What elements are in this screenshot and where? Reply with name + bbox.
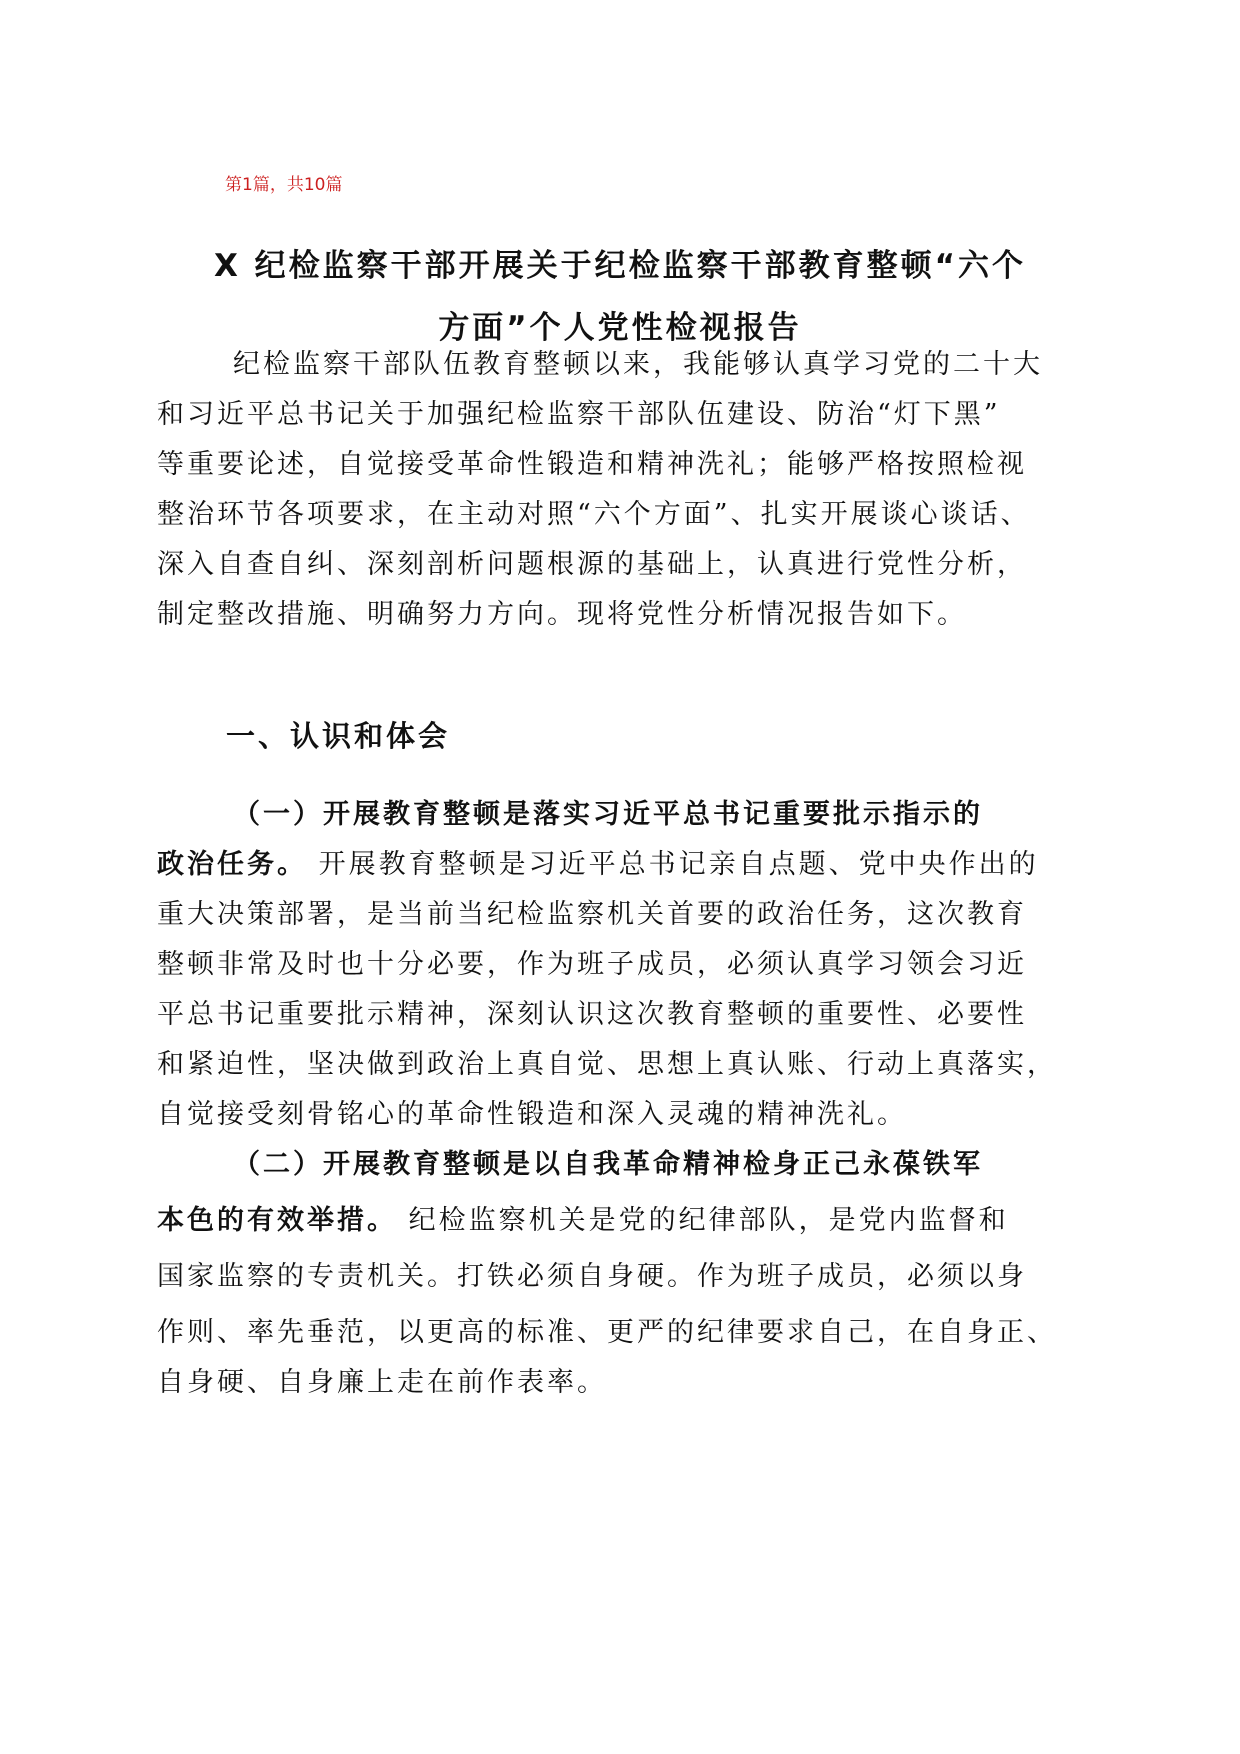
title-line-1: X 纪检监察干部开展关于纪检监察干部教育整顿“六个 [213,248,1027,284]
subsection-1-line: 和紧迫性，坚决做到政治上真自觉、思想上真认账、行动上真落实， [157,1049,1057,1080]
subsection-1 [157,790,1087,1140]
intro-line: 纪检监察干部队伍教育整顿以来，我能够认真学习党的二十大 [233,349,1043,380]
intro-line: 深入自查自纠、深刻剖析问题根源的基础上，认真进行党性分析， [157,549,1027,580]
page-counter: 第1篇，共10篇 [225,175,343,195]
intro-paragraph [157,340,1087,640]
subsection-1-heading: （一）开展教育整顿是落实习近平总书记重要批示指示的 [233,799,983,830]
subsection-2-heading: （二）开展教育整顿是以自我革命精神检身正己永葆铁军 [233,1149,983,1180]
section-heading-1: 一、认识和体会 [226,719,451,753]
subsection-1-line: 整顿非常及时也十分必要，作为班子成员，必须认真学习领会习近 [157,949,1027,980]
subsection-1-line: 平总书记重要批示精神，深刻认识这次教育整顿的重要性、必要性 [157,999,1027,1030]
subsection-2-lead-line [157,1196,1087,1246]
subsection-1-line: 重大决策部署，是当前当纪检监察机关首要的政治任务，这次教育 [157,899,1027,930]
subsection-2-line: 作则、率先垂范，以更高的标准、更严的纪律要求自己，在自身正、 [157,1317,1057,1348]
subsection-1-lead: 政治任务。 [157,849,307,880]
subsection-2-lead-rest: 纪检监察机关是党的纪律部队，是党内监督和 [397,1205,1009,1236]
subsection-2-line: 自身硬、自身廉上走在前作表率。 [157,1367,607,1398]
intro-line: 等重要论述，自觉接受革命性锻造和精神洗礼；能够严格按照检视 [157,449,1027,480]
subsection-2-lead: 本色的有效举措。 [157,1205,397,1236]
subsection-1-lead-line [157,840,1087,890]
title-line-2: 方面”个人党性检视报告 [438,310,802,346]
subsection-2 [157,1140,1087,1408]
subsection-2-line: 国家监察的专责机关。打铁必须自身硬。作为班子成员，必须以身 [157,1261,1027,1292]
intro-line: 制定整改措施、明确努力方向。现将党性分析情况报告如下。 [157,599,967,630]
intro-line: 整治环节各项要求，在主动对照“六个方面”、扎实开展谈心谈话、 [157,499,1031,530]
subsection-1-lead-rest: 开展教育整顿是习近平总书记亲自点题、党中央作出的 [307,849,1039,880]
subsection-1-line: 自觉接受刻骨铭心的革命性锻造和深入灵魂的精神洗礼。 [157,1099,907,1130]
intro-line: 和习近平总书记关于加强纪检监察干部队伍建设、防治“灯下黑” [157,399,1001,430]
